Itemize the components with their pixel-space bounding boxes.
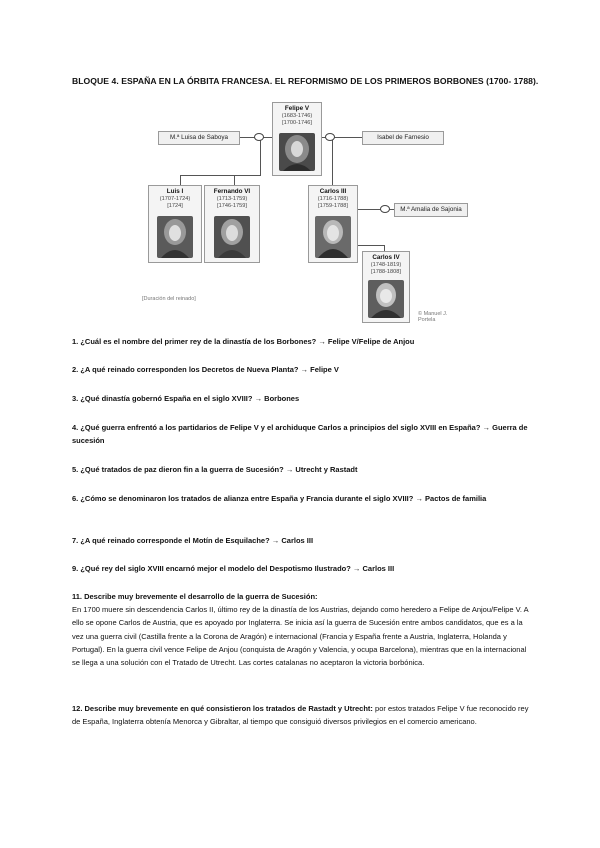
spouse-maria-luisa: M.ª Luisa de Saboya	[158, 131, 240, 145]
person-name: Felipe V	[284, 105, 310, 112]
portrait-carlos-iii	[315, 216, 351, 258]
answer-text: → Guerra de sucesión	[72, 423, 528, 446]
connector-line	[260, 137, 261, 175]
person-luis-i	[148, 185, 202, 263]
question-text: 5. ¿Qué tratados de paz dieron fin a la guerra de Sucesión?	[72, 465, 284, 474]
question-3	[72, 392, 534, 405]
person-reign: [1746-1759]	[217, 203, 247, 209]
page-title: BLOQUE 4. ESPAÑA EN LA ÓRBITA FRANCESA. EL REFORMISMO DE LOS PRIMEROS BORBONES (1700- 1788).	[72, 76, 539, 86]
connector-line	[356, 209, 396, 210]
question-text: 3. ¿Qué dinastía gobernó España en el siglo XVIII?	[72, 394, 253, 403]
person-name: Carlos IV	[372, 254, 400, 261]
answer-text: → Felipe V/Felipe de Anjou	[318, 337, 415, 346]
answer-text: → Pactos de familia	[415, 494, 487, 503]
question-9	[72, 562, 534, 575]
question-12	[72, 702, 534, 728]
person-dates: (1716-1788)	[317, 195, 349, 202]
person-dates: (1748-1819)	[370, 261, 402, 268]
marriage-ring-icon	[325, 133, 335, 141]
spouse-maria-amalia: M.ª Amalia de Sajonia	[394, 203, 468, 217]
person-dates: (1683-1746)	[281, 112, 313, 119]
portrait-luis-i	[157, 216, 193, 258]
connector-line	[332, 137, 333, 185]
person-carlos-iii	[308, 185, 358, 263]
question-6	[72, 492, 534, 505]
person-reign: [1700-1746]	[282, 120, 312, 126]
question-4	[72, 421, 534, 447]
answer-text: → Borbones	[254, 394, 300, 403]
question-text: 7. ¿A qué reinado corresponde el Motín de Esquilache?	[72, 536, 270, 545]
marriage-ring-icon	[254, 133, 264, 141]
question-7	[72, 534, 534, 547]
connector-line	[234, 175, 235, 185]
person-felipe-v	[272, 102, 322, 176]
diagram-credit: © Manuel J. Portela	[418, 311, 448, 323]
spouse-isabel-farnesio: Isabel de Farnesio	[362, 131, 444, 145]
question-11	[72, 590, 534, 669]
answer-text: → Carlos III	[352, 564, 395, 573]
person-reign: [1788-1808]	[371, 269, 401, 275]
connector-line	[180, 175, 261, 176]
person-name: Luis I	[166, 188, 184, 195]
question-2	[72, 363, 534, 376]
question-text: 12. Describe muy brevemente en qué consistieron los tratados de Rastadt y Utrecht:	[72, 704, 373, 713]
marriage-ring-icon	[380, 205, 390, 213]
question-text: 4. ¿Qué guerra enfrentó a los partidarios de Felipe V y el archiduque Carlos a principios del siglo XVIII en España?	[72, 423, 481, 432]
portrait-fernando-vi	[214, 216, 250, 258]
person-dates: (1713-1759)	[216, 195, 248, 202]
person-carlos-iv	[362, 251, 410, 323]
portrait-carlos-iv	[368, 280, 404, 318]
answer-text: → Carlos III	[271, 536, 314, 545]
question-text: 9. ¿Qué rey del siglo XVIII encarnó mejor el modelo del Despotismo Ilustrado?	[72, 564, 351, 573]
question-1	[72, 335, 534, 348]
question-text: 11. Describe muy brevemente el desarrollo de la guerra de Sucesión:	[72, 592, 318, 601]
person-name: Carlos III	[319, 188, 347, 195]
portrait-felipe-v	[279, 133, 315, 171]
answer-text: → Felipe V	[300, 365, 339, 374]
person-dates: (1707-1724)	[159, 195, 191, 202]
answer-paragraph: En 1700 muere sin descendencia Carlos II, último rey de la dinastía de los Austrias, dejando como heredero a Felipe de Anjou/Felipe V. A ello se opone Carlos de Austria, que es apoyado por Inglaterra. Se inicia así la guerra de Sucesión entre ambos candidatos, que es a la vez una guerra civil (Castilla frente a la Corona de Aragón) e internacional (Francia y España frente a Austria, Inglaterra, Holanda y Portugal). En la guerra civil vence Felipe de Anjou (conquista de Aragón y Valencia, y ocupa Barcelona), mientras que en la internacional se llega a una solución con el Tratado de Utrecht. Las cortes catalanas no aceptaron la victoria borbónica.	[72, 605, 529, 668]
connector-line	[180, 175, 181, 185]
question-5	[72, 463, 534, 476]
question-text: 6. ¿Cómo se denominaron los tratados de alianza entre España y Francia durante el siglo XVIII?	[72, 494, 414, 503]
question-text: 2. ¿A qué reinado corresponden los Decretos de Nueva Planta?	[72, 365, 299, 374]
answer-text: → Utrecht y Rastadt	[285, 465, 358, 474]
person-reign: [1724]	[167, 203, 183, 209]
person-reign: [1759-1788]	[318, 203, 348, 209]
family-tree-diagram	[142, 100, 462, 323]
answer-paragraph: por estos tratados Felipe V fue reconocido rey de España, Inglaterra obtenía Menorca y Gibraltar, al tiempo que consiguió diversos privilegios en el comercio americano.	[72, 704, 529, 727]
person-fernando-vi	[204, 185, 260, 263]
diagram-legend: [Duración del reinado]	[142, 296, 196, 302]
person-name: Fernando VI	[213, 188, 251, 195]
question-text: 1. ¿Cuál es el nombre del primer rey de la dinastía de los Borbones?	[72, 337, 317, 346]
